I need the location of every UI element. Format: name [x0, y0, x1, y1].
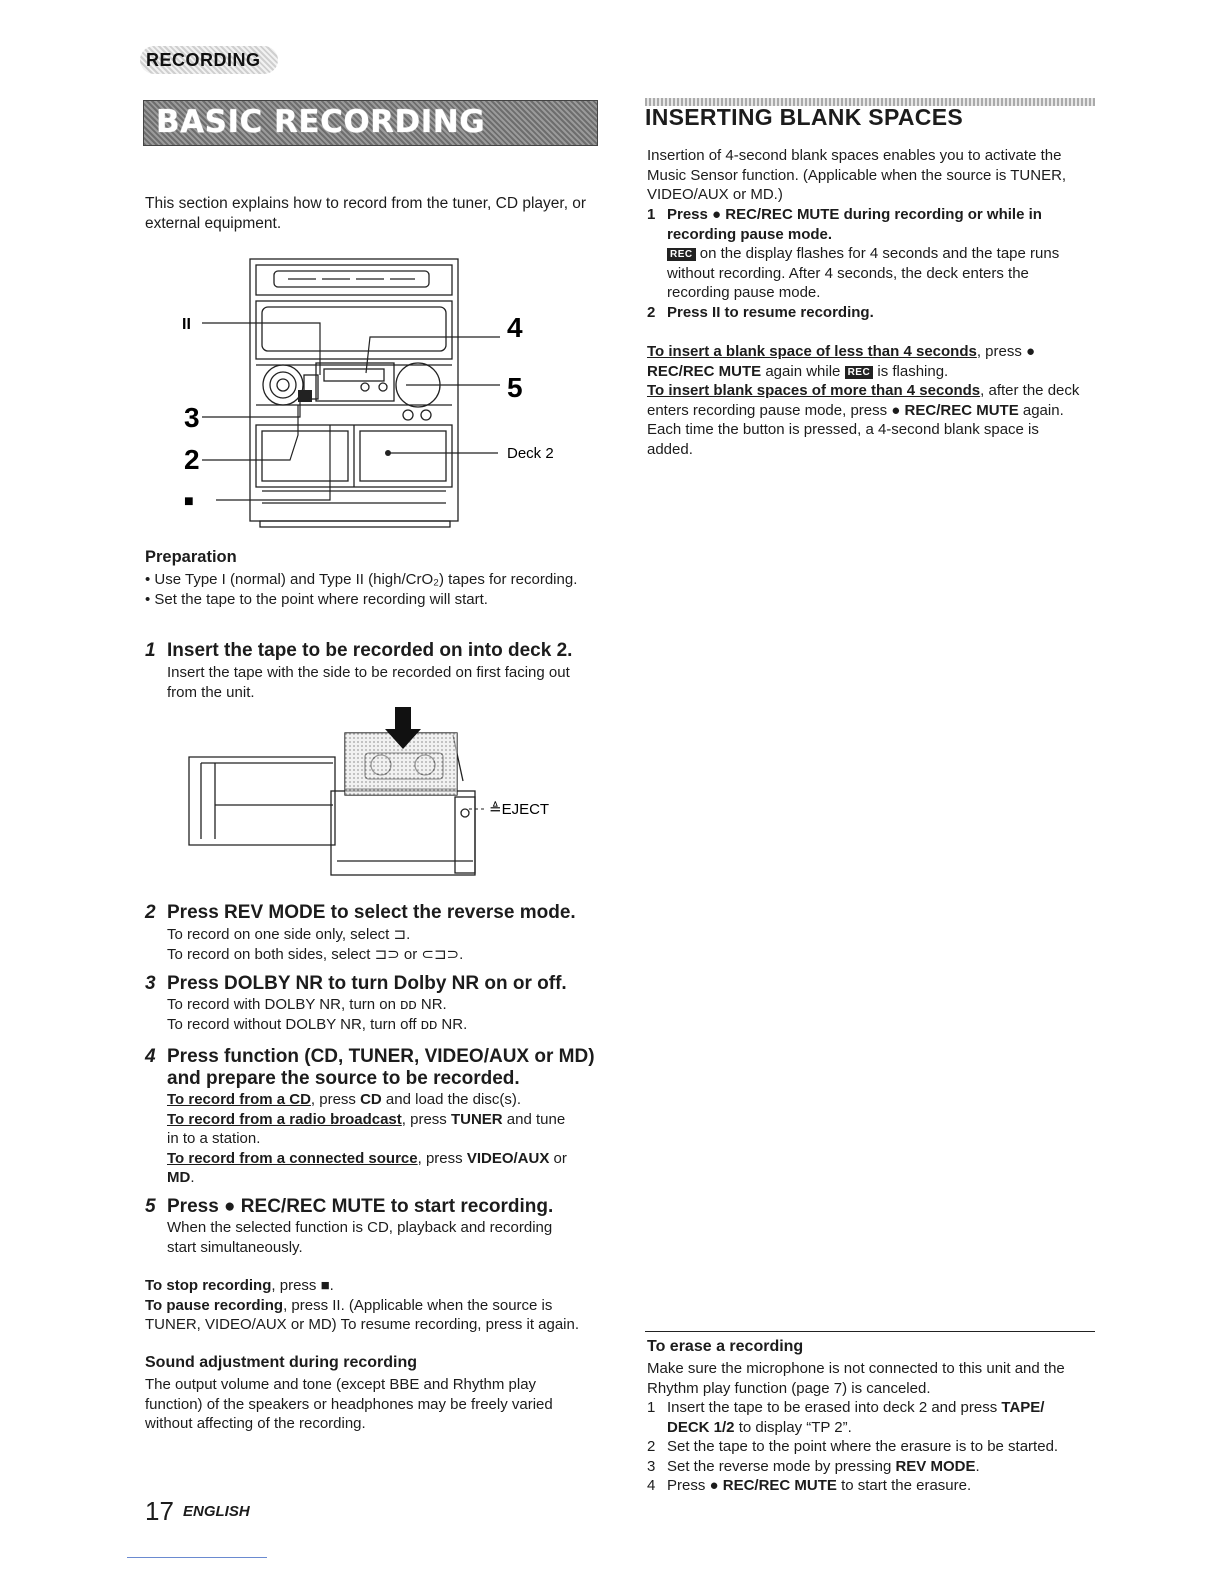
page-title: BASIC RECORDING: [156, 104, 486, 140]
step-number: 1: [145, 640, 156, 661]
step-4-body: To record from a CD, press CD and load the disc(s). To record from a radio broadcast, press TUNER and tune in to a station. To record from a connected source, press VIDEO/AUX or MD.: [167, 1091, 567, 1186]
callout-2: 2: [184, 444, 200, 475]
footer-link-rule: [127, 1557, 267, 1558]
blank-spaces-intro: Insertion of 4-second blank spaces enables you to activate the Music Sensor function. (Applicable when the source is TUNER, VIDEO/AUX or MD.): [647, 147, 1067, 203]
inserting-blank-spaces-title: INSERTING BLANK SPACES: [645, 104, 963, 130]
page-title-banner: [143, 100, 598, 146]
step-5-body: When the selected function is CD, playback and recording start simultaneously.: [167, 1219, 553, 1256]
stop-pause-notes: To stop recording, press ■. To pause recording, press II. (Applicable when the source is TUNER, VIDEO/AUX or MD) To resume recording, press it again.: [145, 1277, 580, 1333]
pause-callout: II: [182, 316, 191, 333]
step-1-title: Insert the tape to be recorded on into deck 2.: [167, 640, 573, 661]
step-number: 5: [145, 1196, 156, 1217]
stop-callout: ■: [184, 493, 194, 510]
blank-space-notes: To insert a blank space of less than 4 seconds, press ● REC/REC MUTE again while REC is flashing. To insert blank spaces of more than 4 seconds, after the deck enters recording pause mode, press ● REC/REC MUTE again. Each time the button is pressed, a 4-second blank space is added.: [647, 343, 1080, 458]
blank-spaces-steps: 1 Press ● REC/REC MUTE during recording or while in recording pause mode. REC on the display flashes for 4 seconds and the tape runs without recording. After 4 seconds, the deck enters the recording pause mode. 2 Press II to resume recording.: [647, 206, 1060, 321]
erase-divider: [645, 1331, 1095, 1332]
step-3-body: To record with DOLBY NR, turn on ᴅᴅ NR. To record without DOLBY NR, turn off ᴅᴅ NR.: [167, 996, 468, 1033]
eject-label: ≜EJECT: [489, 801, 550, 818]
step-number: 4: [145, 1046, 156, 1067]
tape-insert-diagram: [185, 705, 565, 885]
step-2-body: To record on one side only, select ⊐. To record on both sides, select ⊐⊃ or ⊂⊐⊃.: [167, 926, 464, 963]
step-2-title: Press REV MODE to select the reverse mode.: [167, 902, 576, 923]
preparation-item: • Set the tape to the point where recording will start.: [145, 590, 488, 608]
erase-body: Make sure the microphone is not connected to this unit and the Rhythm play function (page 7) is canceled. 1 Insert the tape to be erased into deck 2 and press TAPE/ DECK 1/2 to display “TP 2”. 2 Set the tape to the point where the erasure is to be started. 3 Set the reverse mode by pressing REV MODE. 4 Press ● REC/REC MUTE to start the erasure.: [647, 1360, 1065, 1494]
step-number: 3: [145, 973, 156, 994]
preparation-item: • Use Type I (normal) and Type II (high/CrO₂) tapes for recording.: [145, 571, 578, 588]
stereo-unit-diagram: [180, 255, 580, 530]
callout-deck2: Deck 2: [507, 445, 554, 462]
callout-4: 4: [507, 312, 523, 343]
callout-3: 3: [184, 402, 200, 433]
preparation-list: [145, 570, 605, 609]
step-3-title: Press DOLBY NR to turn Dolby NR on or off.: [167, 973, 567, 994]
language-label: ENGLISH: [183, 1503, 250, 1520]
sound-adjustment-title: Sound adjustment during recording: [145, 1354, 417, 1371]
step-4-title: Press function (CD, TUNER, VIDEO/AUX or MD): [167, 1046, 595, 1067]
deck-2-tray: [331, 791, 475, 875]
preparation-title: Preparation: [145, 548, 237, 566]
volume-knob: [263, 365, 303, 405]
step-5-title: Press ● REC/REC MUTE to start recording.: [167, 1196, 554, 1217]
callout-5: 5: [507, 372, 523, 403]
erase-title: To erase a recording: [647, 1338, 804, 1355]
step-number: 2: [145, 902, 156, 923]
section-tag: RECORDING: [140, 46, 278, 74]
step-4-title-line2: and prepare the source to be recorded.: [167, 1068, 520, 1089]
page-number: 17: [145, 1496, 174, 1526]
step-1-body: Insert the tape with the side to be recorded on first facing out from the unit.: [167, 664, 570, 701]
intro-text: This section explains how to record from the tuner, CD player, or external equipment.: [145, 195, 587, 232]
rec-indicator-icon: REC: [845, 366, 874, 379]
rec-indicator-icon: REC: [667, 248, 696, 261]
sound-adjustment-body: The output volume and tone (except BBE and Rhythm play function) of the speakers or headphones may be freely varied without affecting of the recording.: [145, 1376, 553, 1432]
